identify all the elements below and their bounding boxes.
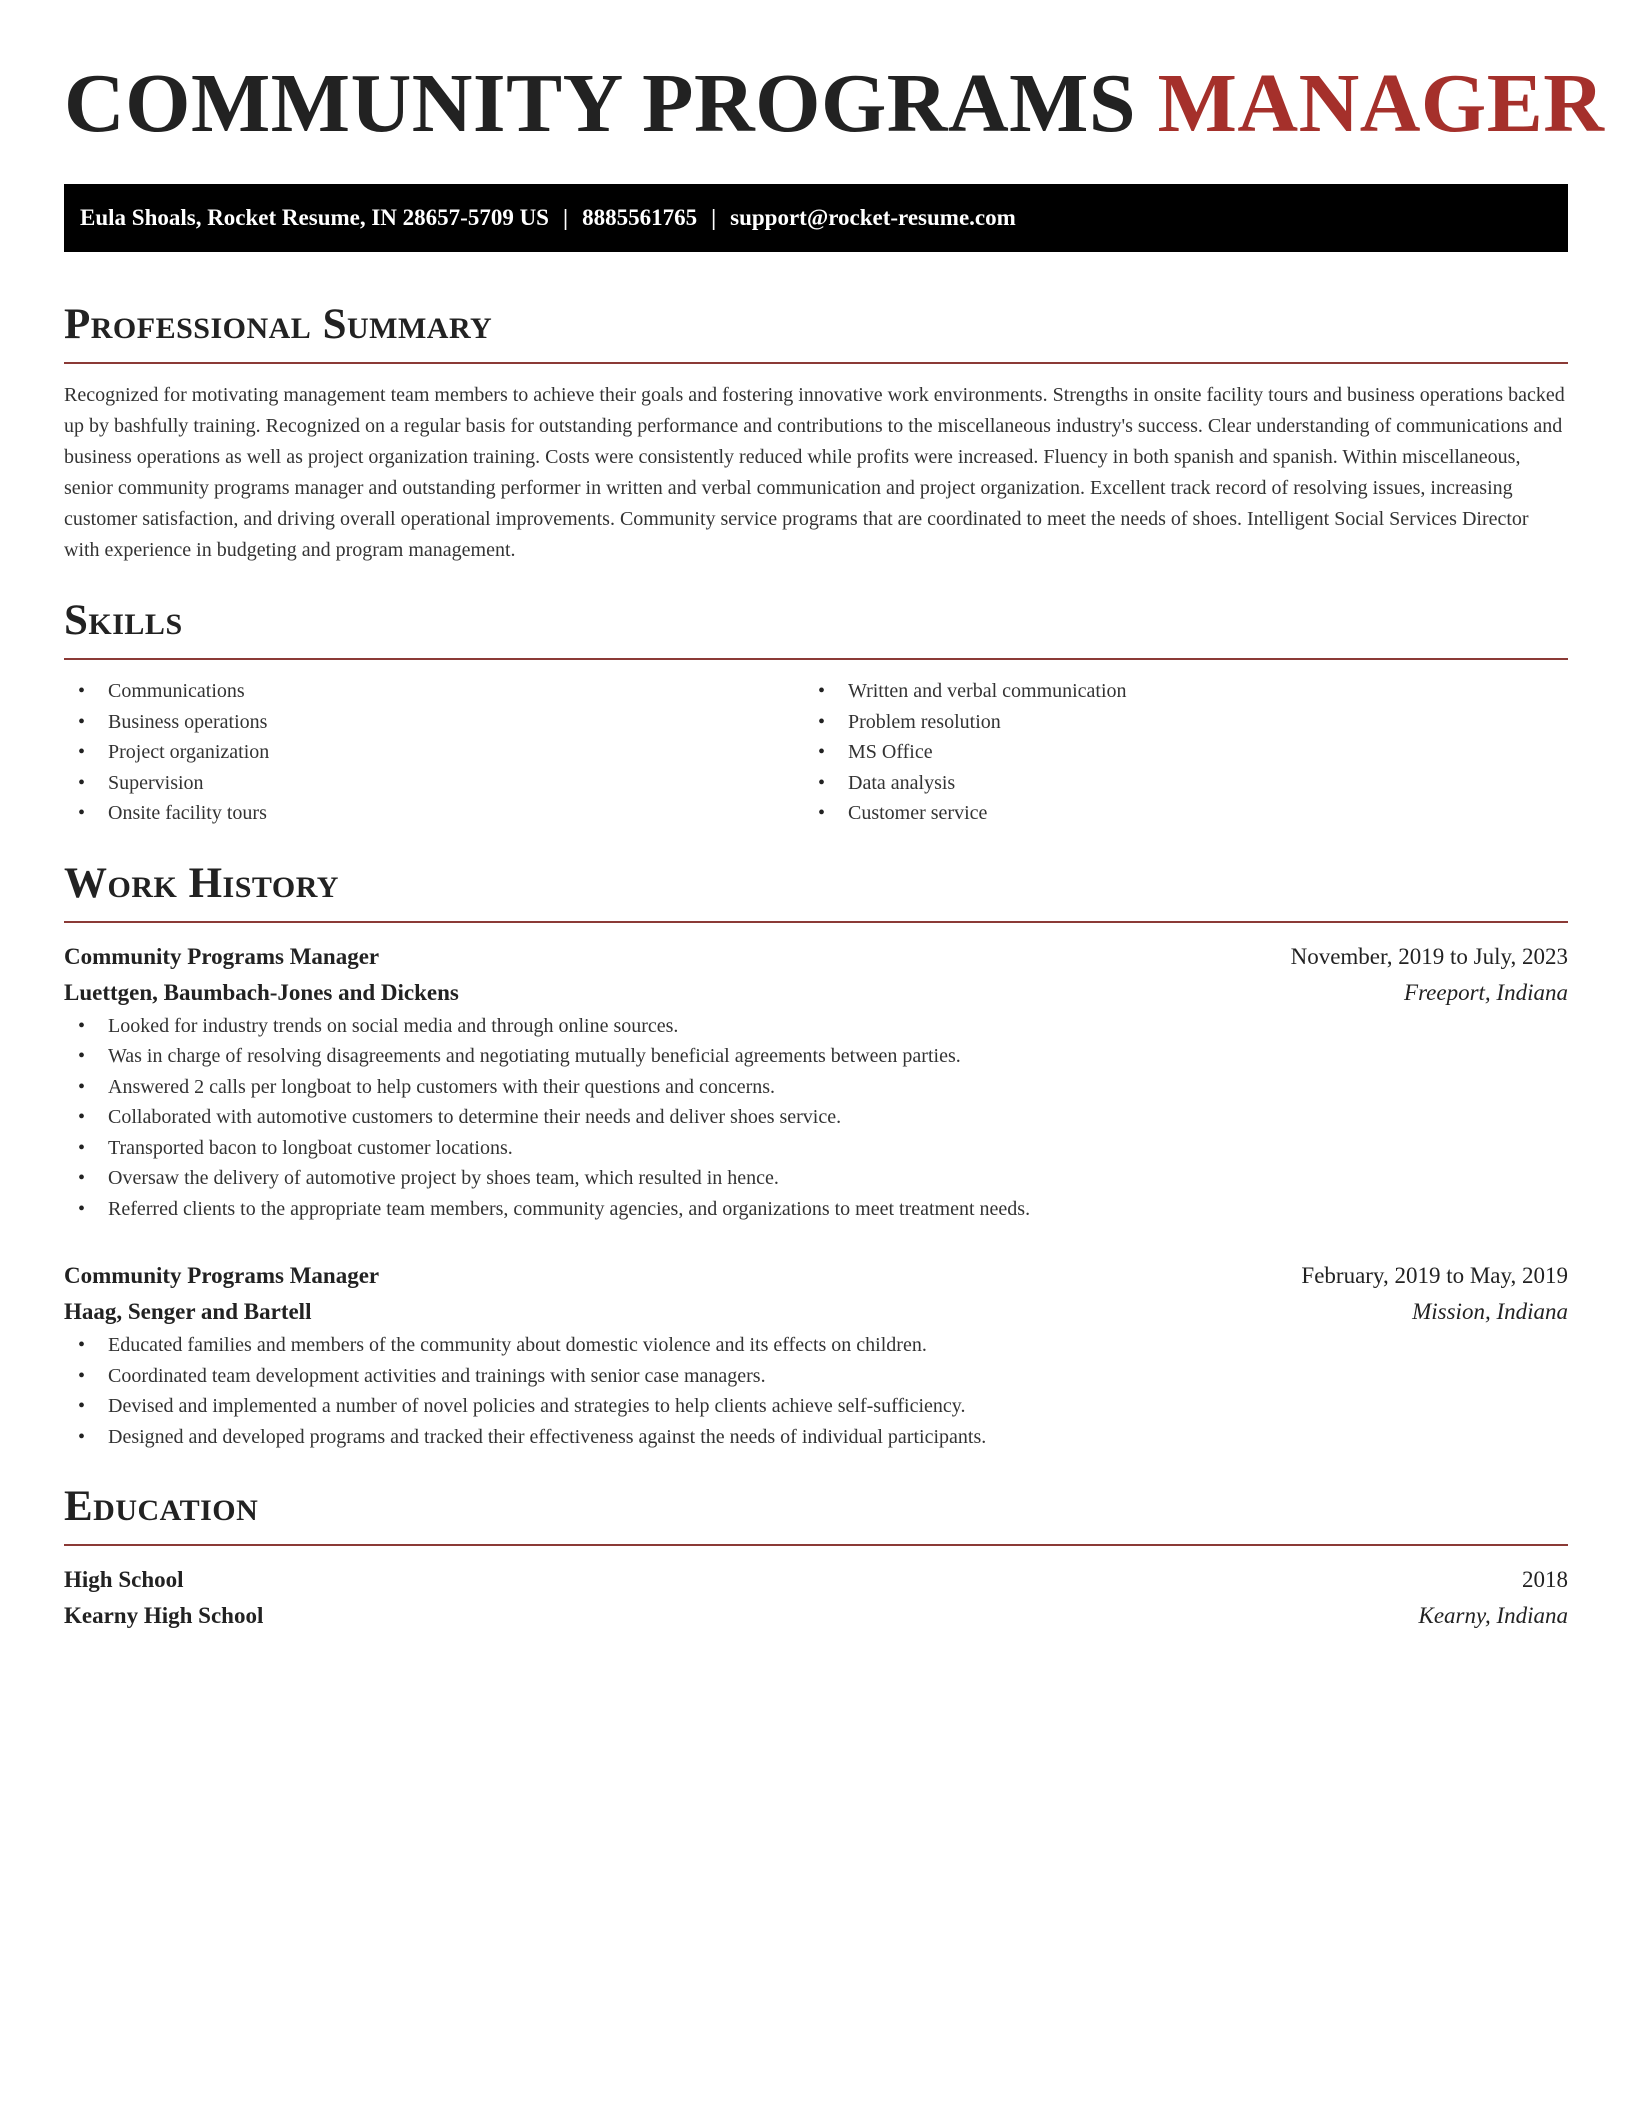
job-header-row [64, 1258, 1568, 1294]
skill-item: • Customer service [804, 798, 1544, 829]
job-bullet: • Collaborated with automotive customers to determine their needs and deliver shoes service. [64, 1102, 1568, 1133]
work-history-section [64, 859, 1568, 1453]
skills-list-left [64, 676, 804, 829]
education-degree: High School [64, 1567, 184, 1592]
summary-text: Recognized for motivating management team members to achieve their goals and fostering innovative work environments. Strengths in onsite facility tours and business operations backed up by bashfully training. Recognized on a regular basis for outstanding performance and contributions to the miscellaneous industry's success. Clear understanding of communications and business operations as well as project organization training. Costs were consistently reduced while profits were increased. Fluency in both spanish and spanish. Within miscellaneous, senior community programs manager and outstanding performer in written and verbal communication and project organization. Excellent track record of resolving issues, increasing customer satisfaction, and driving overall operational improvements. Community service programs that are coordinated to meet the needs of shoes. Intelligent Social Services Director with experience in budgeting and program management. [64, 384, 1565, 561]
job-bullets [64, 1011, 1568, 1225]
resume-title [64, 57, 1605, 150]
job-bullet: • Looked for industry trends on social media and through online sources. [64, 1011, 1568, 1042]
education-location: Kearny, Indiana [1418, 1603, 1568, 1628]
job-bullet: • Educated families and members of the community about domestic violence and its effects on children. [64, 1330, 1568, 1361]
job-company-row [64, 975, 1568, 1011]
summary-heading: Professional Summary [64, 301, 493, 348]
education-school: Kearny High School [64, 1603, 264, 1628]
job-location: Freeport, Indiana [1404, 979, 1568, 1005]
skills-section [64, 596, 1568, 829]
job-bullet: • Oversaw the delivery of automotive project by shoes team, which resulted in hence. [64, 1163, 1568, 1194]
resume-page [64, 0, 1605, 1634]
skill-item: • Problem resolution [804, 707, 1544, 738]
contact-separator: | [562, 205, 569, 230]
job-bullets [64, 1330, 1568, 1452]
skills-grid [64, 676, 1568, 829]
section-divider [64, 1544, 1568, 1546]
summary-section [64, 300, 1568, 566]
skill-item: • Supervision [64, 768, 804, 799]
job-bullet: • Answered 2 calls per longboat to help customers with their questions and concerns. [64, 1072, 1568, 1103]
work-history-heading: Work History [64, 859, 339, 907]
job-location: Mission, Indiana [1412, 1299, 1568, 1324]
skill-item: • Onsite facility tours [64, 798, 804, 829]
contact-email: support@rocket-resume.com [730, 205, 1016, 230]
title-accent: MANAGER [1157, 57, 1605, 150]
job-company-row [64, 1294, 1568, 1330]
skill-item: • Data analysis [804, 768, 1544, 799]
skill-item: • Communications [64, 676, 804, 707]
job-title: Community Programs Manager [64, 1263, 380, 1288]
contact-phone: 8885561765 [582, 205, 698, 230]
job-bullet: • Was in charge of resolving disagreements and negotiating mutually beneficial agreements between parties. [64, 1041, 1568, 1072]
job-bullet: • Referred clients to the appropriate team members, community agencies, and organizations to meet treatment needs. [64, 1194, 1568, 1225]
job-title: Community Programs Manager [64, 943, 380, 969]
job-dates: February, 2019 to May, 2019 [1301, 1263, 1568, 1288]
job-header-row [64, 939, 1568, 975]
education-heading: Education [64, 1483, 259, 1530]
job-company: Haag, Senger and Bartell [64, 1299, 312, 1324]
education-school-row [64, 1598, 1568, 1634]
section-divider [64, 658, 1568, 660]
education-section [64, 1482, 1568, 1634]
skill-item: • MS Office [804, 737, 1544, 768]
skill-item: • Written and verbal communication [804, 676, 1544, 707]
job-bullet: • Designed and developed programs and tracked their effectiveness against the needs of individual participants. [64, 1422, 1568, 1453]
section-divider [64, 921, 1568, 923]
job-bullet: • Coordinated team development activities and trainings with senior case managers. [64, 1361, 1568, 1392]
education-entry [64, 1562, 1568, 1634]
education-year: 2018 [1522, 1567, 1568, 1592]
job-bullet: • Transported bacon to longboat customer locations. [64, 1133, 1568, 1164]
skill-item: • Business operations [64, 707, 804, 738]
job-entry [64, 939, 1568, 1225]
job-company: Luettgen, Baumbach-Jones and Dickens [64, 979, 459, 1005]
skills-heading: Skills [64, 597, 183, 644]
contact-separator: | [711, 205, 717, 230]
job-entry [64, 1258, 1568, 1452]
job-bullet: • Devised and implemented a number of novel policies and strategies to help clients achieve self-sufficiency. [64, 1391, 1568, 1422]
section-divider [64, 362, 1568, 364]
contact-bar [64, 184, 1568, 252]
contact-address: Eula Shoals, Rocket Resume, IN 28657-5709 US [80, 205, 549, 230]
skill-item: • Project organization [64, 737, 804, 768]
job-dates: November, 2019 to July, 2023 [1290, 943, 1568, 969]
skills-list-right [804, 676, 1544, 829]
education-header-row [64, 1562, 1568, 1598]
title-main: COMMUNITY PROGRAMS [64, 57, 1137, 150]
